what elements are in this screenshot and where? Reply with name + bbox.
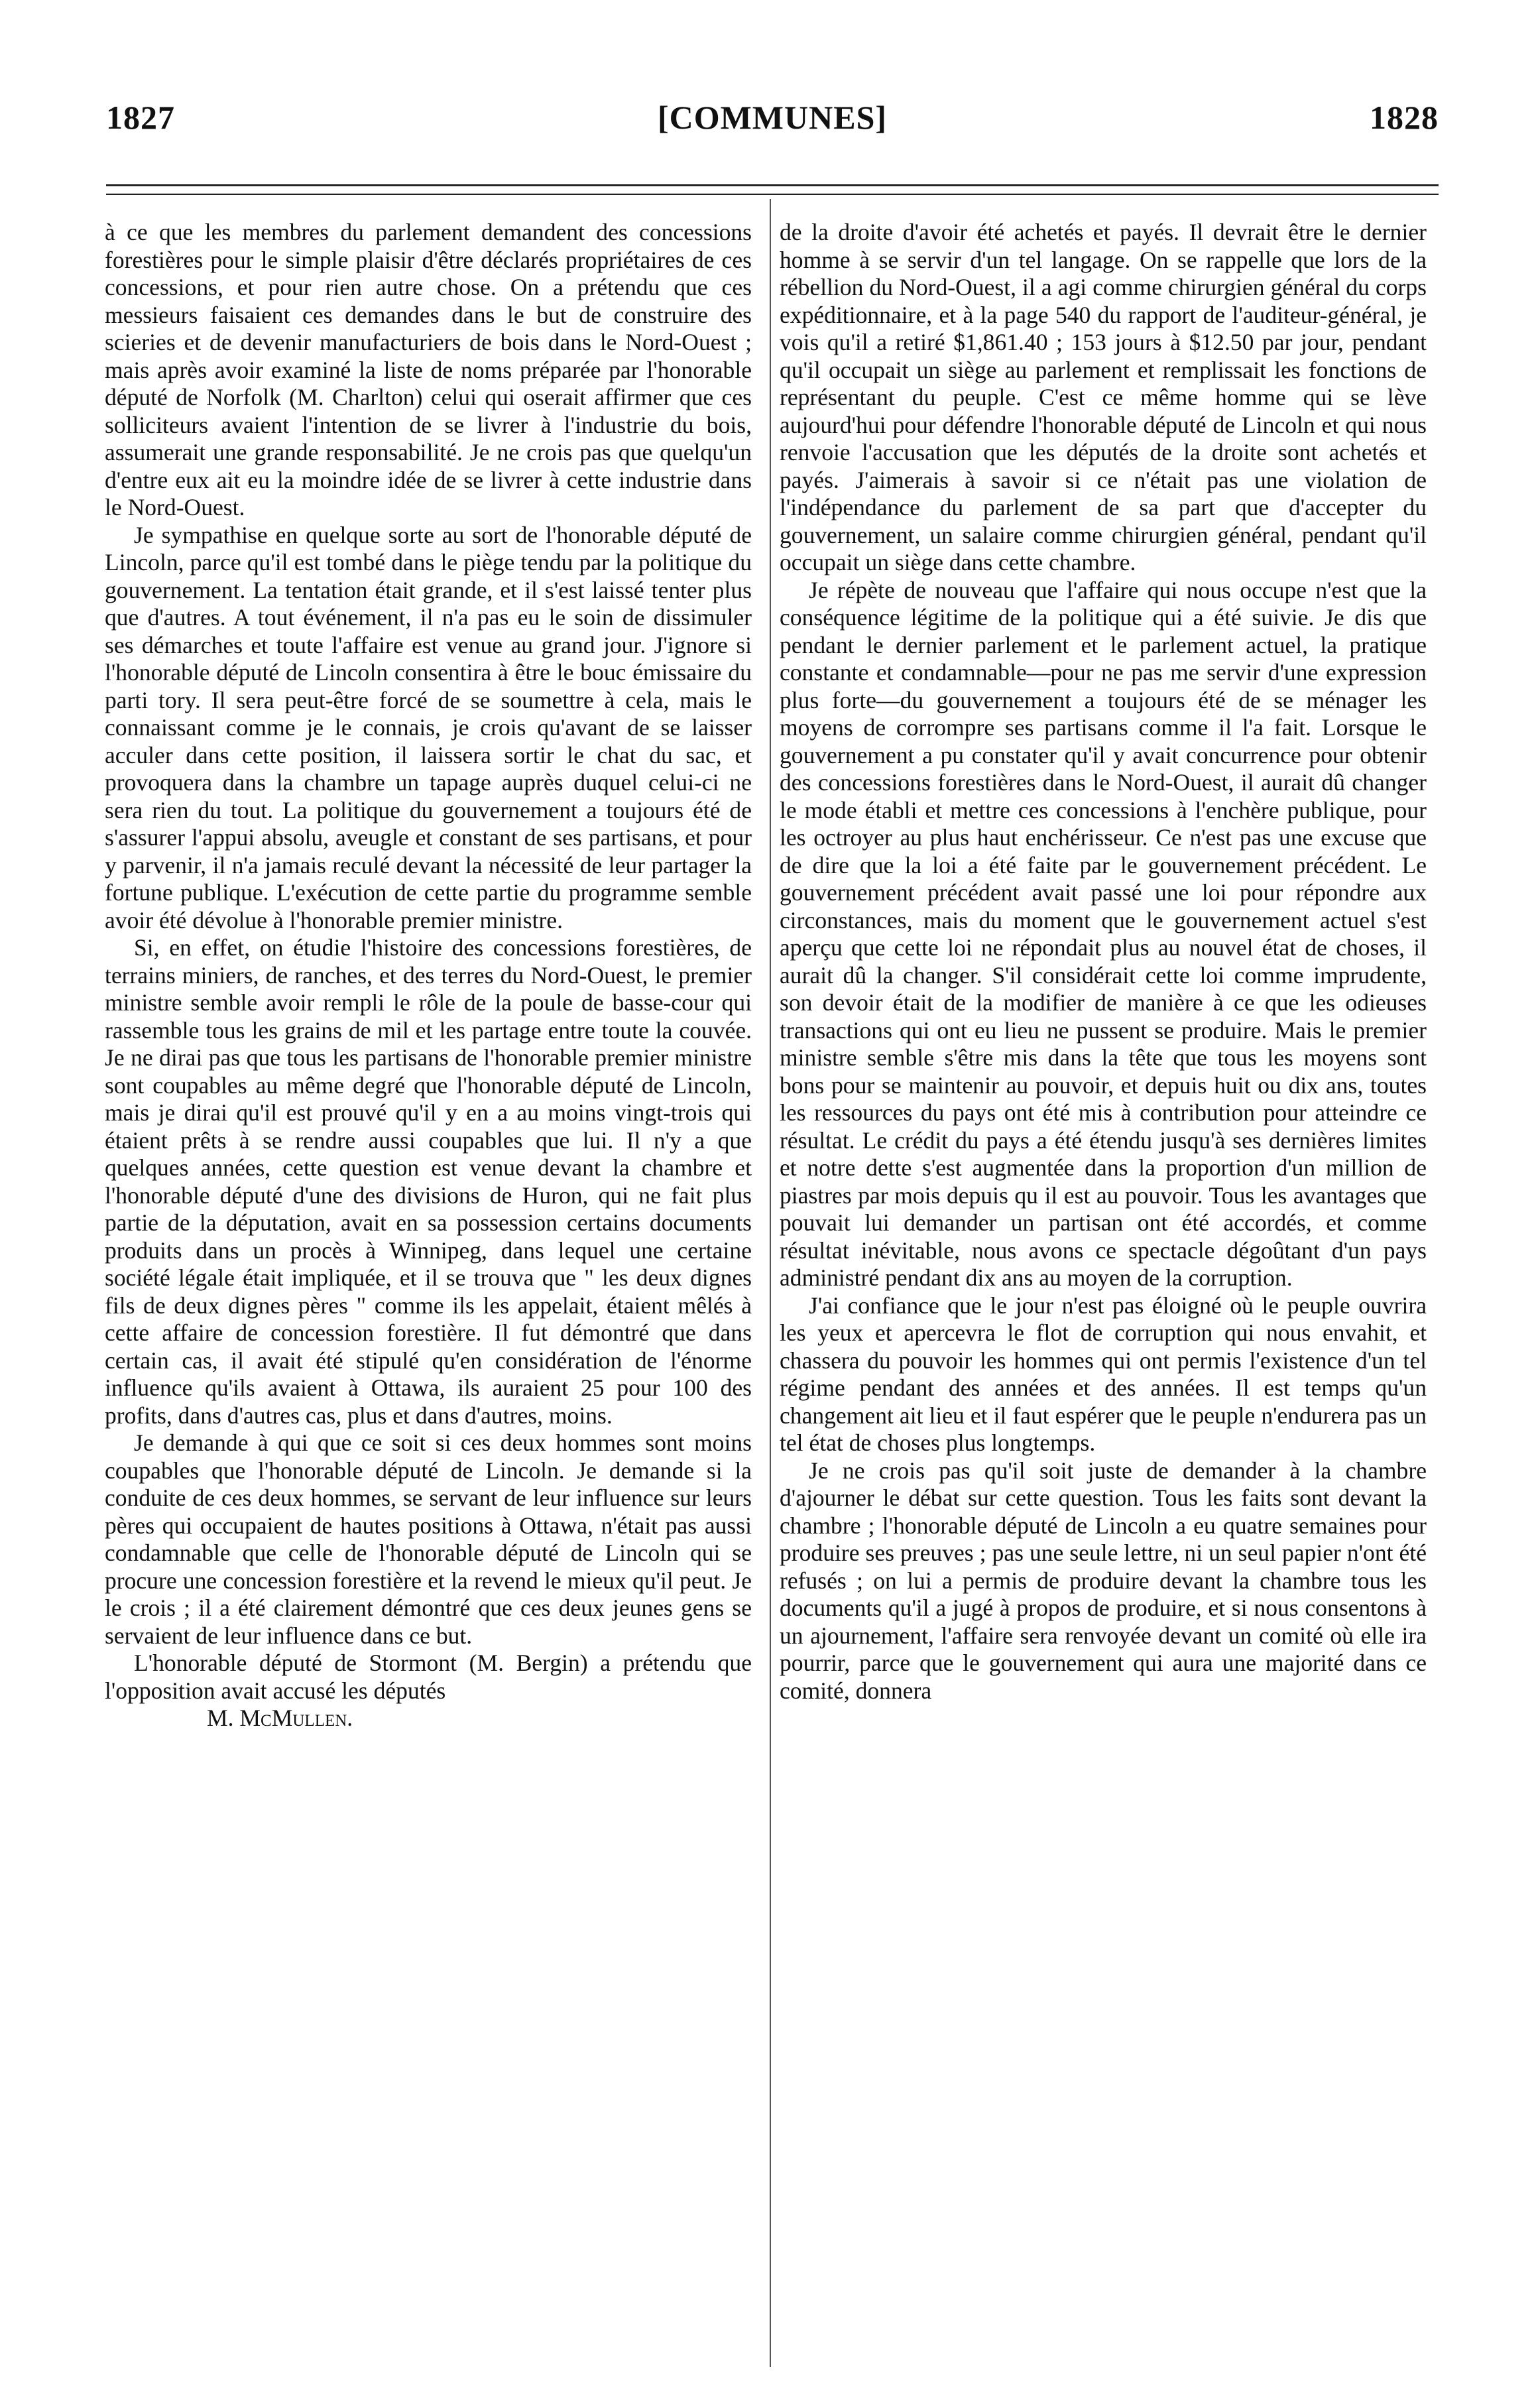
paragraph: Je demande à qui que ce soit si ces deux hommes sont moins coupables que l'honorable député de Lincoln. Je demande si la conduite de ces deux hommes, se servant de leur influence sur leurs pères qui occupaient de hautes positions à Ottawa, n'était pas aussi condamnable que celle de l'honorable député de Lincoln qui se procure une concession forestière et la revend le mieux qu'il peut. Je le crois ; il a été clairement démontré que ces deux jeunes gens se servaient de leur influence dans ce but. (105, 1429, 752, 1649)
running-title: [COMMUNES] (657, 99, 888, 136)
right-column (780, 219, 1427, 1705)
page-header (106, 98, 1439, 151)
column-divider (770, 199, 771, 2367)
right-page-number: 1828 (1370, 99, 1439, 136)
header-rule-bottom (106, 194, 1439, 195)
header-rule-top (106, 184, 1439, 186)
paragraph: Je répète de nouveau que l'affaire qui nous occupe n'est que la conséquence légitime de la politique qui a été suivie. Je dis que pendant le dernier parlement et le parlement actuel, la pratique constante et condamnable—pour ne pas me servir d'une expression plus forte—du gouvernement a toujours été de se ménager les moyens de corrompre ses partisans comme il l'a fait. Lorsque le gouvernement a pu constater qu'il y avait concurrence pour obtenir des concessions forestières dans le Nord-Ouest, il aurait dû changer le mode établi et mettre ces concessions à l'enchère publique, pour les octroyer au plus haut enchérisseur. Ce n'est pas une excuse que de dire que la loi a été faite par le gouvernement précédent. Le gouvernement précédent avait passé une loi pour répondre aux circonstances, mais du moment que le gouvernement actuel s'est aperçu que cette loi ne répondait plus au nouvel état de choses, il aurait dû la changer. S'il considérait cette loi comme imprudente, son devoir était de la modifier de manière à ce que les odieuses transactions qui ont eu lieu ne pussent se produire. Mais le premier ministre semble s'être mis dans la tête que tous les moyens sont bons pour se maintenir au pouvoir, et depuis huit ou dix ans, toutes les ressources du pays ont été mis à contribution pour atteindre ce résultat. Le crédit du pays a été étendu jusqu'à ses dernières limites et notre dette s'est augmentée dans la proportion d'un million de piastres par mois depuis qu il est au pouvoir. Tous les avantages que pouvait lui demander un partisan ont été accordés, et comme résultat inévitable, nous avons ce spectacle dégoûtant d'un pays administré pendant dix ans au moyen de la corruption. (780, 576, 1427, 1291)
paragraph: L'honorable député de Stormont (M. Bergin) a prétendu que l'opposition avait accusé les députés (105, 1650, 752, 1704)
speaker-signature: M. McMullen. (207, 1705, 353, 1731)
paragraph: J'ai confiance que le jour n'est pas éloigné où le peuple ouvrira les yeux et apercevra le flot de corruption qui nous envahit, et chassera du pouvoir les hommes qui ont permis l'existence d'un tel régime pendant des années et des années. Il est temps qu'un changement ait lieu et il faut espérer que le peuple n'endurera pas un tel état de choses plus longtemps. (780, 1292, 1427, 1456)
paragraph: Je sympathise en quelque sorte au sort de l'honorable député de Lincoln, parce qu'il est tombé dans le piège tendu par la politique du gouvernement. La tentation était grande, et il s'est laissé tenter plus que d'autres. A tout événement, il n'a pas eu le soin de dissimuler ses démarches et toute l'affaire est venue au grand jour. J'ignore si l'honorable député de Lincoln consentira à être le bouc émissaire du parti tory. Il sera peut-être forcé de se soumettre à cela, mais le connaissant comme je le connais, je crois qu'avant de se laisser acculer dans cette position, il laissera sortir le chat du sac, et provoquera dans la chambre un tapage auprès duquel celui-ci ne sera rien du tout. La politique du gouvernement a toujours été de s'assurer l'appui absolu, aveugle et constant de ses partisans, et pour y parvenir, il n'a jamais reculé devant la nécessité de leur partager la fortune publique. L'exécution de cette partie du programme semble avoir été dévolue à l'honorable premier ministre. (105, 521, 752, 933)
left-page-number: 1827 (106, 99, 175, 136)
paragraph: à ce que les membres du parlement demandent des concessions forestières pour le simple plaisir d'être déclarés propriétaires de ces concessions, et pour rien autre chose. On a prétendu que ces messieurs faisaient ces demandes dans le but de construire des scieries et de devenir manufacturiers de bois dans le Nord-Ouest ; mais après avoir examiné la liste de noms préparée par l'honorable député de Norfolk (M. Charlton) celui qui oserait affirmer que ces solliciteurs avaient l'intention de se livrer à l'industrie du bois, assumerait une grande responsabilité. Je ne crois pas que quelqu'un d'entre eux ait eu la moindre idée de se livrer à cette industrie dans le Nord-Ouest. (105, 219, 752, 520)
left-column (105, 219, 752, 1732)
paragraph: de la droite d'avoir été achetés et payés. Il devrait être le dernier homme à se servir d'un tel langage. On se rappelle que lors de la rébellion du Nord-Ouest, il a agi comme chirurgien général du corps expéditionnaire, et à la page 540 du rapport de l'auditeur-général, je vois qu'il a retiré $1,861.40 ; 153 jours à $12.50 par jour, pendant qu'il occupait un siège au parlement et remplissait les fonctions de représentant du peuple. C'est ce même homme qui se lève aujourd'hui pour défendre l'honorable député de Lincoln et qui nous renvoie l'accusation que les députés de la droite sont achetés et payés. J'aimerais à savoir si ce n'était pas une violation de l'indépendance du parlement de sa part que d'accepter du gouvernement, un salaire comme chirurgien général, pendant qu'il occupait un siège dans cette chambre. (780, 219, 1427, 575)
paragraph: Si, en effet, on étudie l'histoire des concessions forestières, de terrains miniers, de ranches, et des terres du Nord-Ouest, le premier ministre semble avoir rempli le rôle de la poule de basse-cour qui rassemble tous les grains de mil et les partage entre toute la couvée. Je ne dirai pas que tous les partisans de l'honorable premier ministre sont coupables au même degré que l'honorable député de Lincoln, mais je dirai qu'il est prouvé qu'il y en a au moins vingt-trois qui étaient prêts à se rendre aussi coupables que lui. Il n'y a que quelques années, cette question est venue devant la chambre et l'honorable député d'une des divisions de Huron, qui ne fait plus partie de la députation, avait en sa possession certains documents produits dans un procès à Winnipeg, dans lequel une certaine société légale était impliquée, et il se trouva que " les deux dignes fils de deux dignes pères " comme ils les appelait, étaient mêlés à cette affaire de concession forestière. Il fut démontré que dans certain cas, il avait été stipulé qu'en considération de l'énorme influence qu'ils avaient à Ottawa, ils auraient 25 pour 100 des profits, dans d'autres cas, plus et dans d'autres, moins. (105, 934, 752, 1429)
paragraph: Je ne crois pas qu'il soit juste de demander à la chambre d'ajourner le débat sur cette question. Tous les faits sont devant la chambre ; l'honorable député de Lincoln a eu quatre semaines pour produire ses preuves ; pas une seule lettre, ni un seul papier n'ont été refusés ; on lui a permis de produire devant la chambre tous les documents qu'il a jugé à propos de produire, et si nous consentons à un ajournement, l'affaire sera renvoyée devant un comité où elle ira pourrir, parce que le gouvernement qui aura une majorité dans ce comité, donnera (780, 1457, 1427, 1704)
